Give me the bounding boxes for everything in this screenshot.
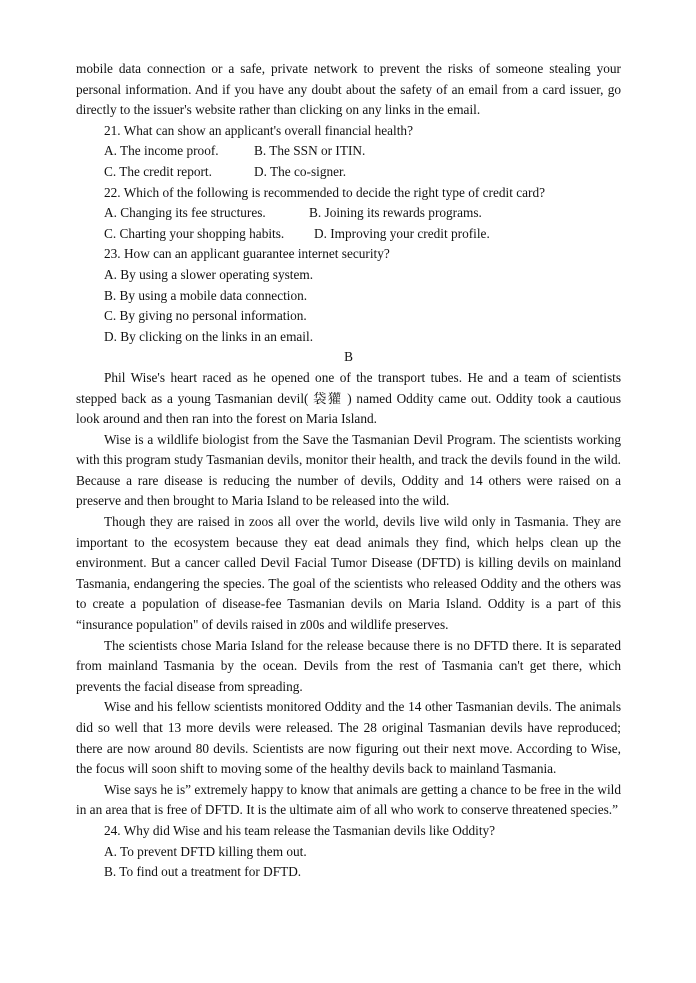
option-23-a: A. By using a slower operating system. xyxy=(104,266,314,282)
option-21-c: C. The credit report. xyxy=(104,163,212,179)
option-24-a: A. To prevent DFTD killing them out. xyxy=(104,843,307,859)
option-23-c: C. By giving no personal information. xyxy=(104,308,307,324)
passage-b xyxy=(76,368,621,821)
question-22-options-cd xyxy=(76,224,621,245)
passage-b-paragraph-3: Though they are raised in zoos all over the world, devils live wild only in Tasmania. They are important to the ecosystem because they eat dead animals they find, which helps clean up the environment. But a cancer called Devil Facial Tumor Disease (DFTD) is killing devils on mainland Tasmania, endangering the species. The goal of the scientists who released Oddity and the others was to create a population of disease-fee Tasmanian devils on Maria Island. Oddity is a part of this “insurance population" of devils raised in z00s and wildlife preserves. xyxy=(76,514,621,633)
option-21-a: A. The income proof. xyxy=(104,143,219,159)
question-24 xyxy=(76,821,621,883)
option-21-b: B. The SSN or ITIN. xyxy=(254,143,366,159)
option-23-b: B. By using a mobile data connection. xyxy=(104,287,308,303)
question-24-stem: 24. Why did Wise and his team release the Tasmanian devils like Oddity? xyxy=(104,822,496,838)
question-22-options-ab xyxy=(76,203,621,224)
question-23 xyxy=(76,244,621,347)
section-heading-b: B xyxy=(344,349,353,365)
question-21-options-ab xyxy=(76,141,621,162)
passage-b-paragraph-6: Wise says he is” extremely happy to know that animals are getting a chance to be free in the wild in an area that is free of DFTD. It is the ultimate aim of all who work to conserve threatened species.” xyxy=(76,781,621,818)
question-21-options-cd xyxy=(76,162,621,183)
passage-a-tail: mobile data connection or a safe, private network to prevent the risks of someone stealing your personal information. And if you have any doubt about the safety of an email from a card issuer, go directly to the issuer's website rather than clicking on any links in the email. xyxy=(76,61,621,118)
option-22-c: C. Charting your shopping habits. xyxy=(104,225,285,241)
question-22-stem: 22. Which of the following is recommended to decide the right type of credit card? xyxy=(104,184,545,200)
passage-b-paragraph-5: Wise and his fellow scientists monitored Oddity and the 14 other Tasmanian devils. The animals did so well that 13 more devils were released. The 28 original Tasmanian devils have reproduced; there are now around 80 devils. Scientists are now figuring out their next move. According to Wise, the focus will soon shift to moving some of the healthy devils back to mainland Tasmania. xyxy=(76,699,621,777)
option-22-d: D. Improving your credit profile. xyxy=(314,225,490,241)
passage-b-paragraph-4: The scientists chose Maria Island for the release because there is no DFTD there. It is separated from mainland Tasmania by the ocean. Devils from the rest of Tasmania can't get there, which prevents the facial disease from spreading. xyxy=(76,637,621,694)
question-21-stem: 21. What can show an applicant's overall financial health? xyxy=(104,122,413,138)
option-22-b: B. Joining its rewards programs. xyxy=(309,205,482,221)
passage-b-paragraph-1: Phil Wise's heart raced as he opened one of the transport tubes. He and a team of scientists stepped back as a young Tasmanian devil( 袋獾 ) named Oddity came out. Oddity took a cautious look around and then ran into the forest on Maria Island. xyxy=(76,369,621,427)
option-23-d: D. By clicking on the links in an email. xyxy=(104,328,314,344)
question-21 xyxy=(76,121,621,183)
passage-b-paragraph-2: Wise is a wildlife biologist from the Save the Tasmanian Devil Program. The scientists working with this program study Tasmanian devils, monitor their health, and track the devils found in the wild. Because a rare disease is reducing the number of devils, Oddity and 14 others were raised on a preserve and then brought to Maria Island to be released into the wild. xyxy=(76,431,621,509)
option-21-d: D. The co-signer. xyxy=(254,163,347,179)
question-23-stem: 23. How can an applicant guarantee internet security? xyxy=(104,246,390,262)
question-22 xyxy=(76,183,621,245)
page-content xyxy=(76,59,621,883)
option-22-a: A. Changing its fee structures. xyxy=(104,205,266,221)
option-24-b: B. To find out a treatment for DFTD. xyxy=(104,864,302,880)
